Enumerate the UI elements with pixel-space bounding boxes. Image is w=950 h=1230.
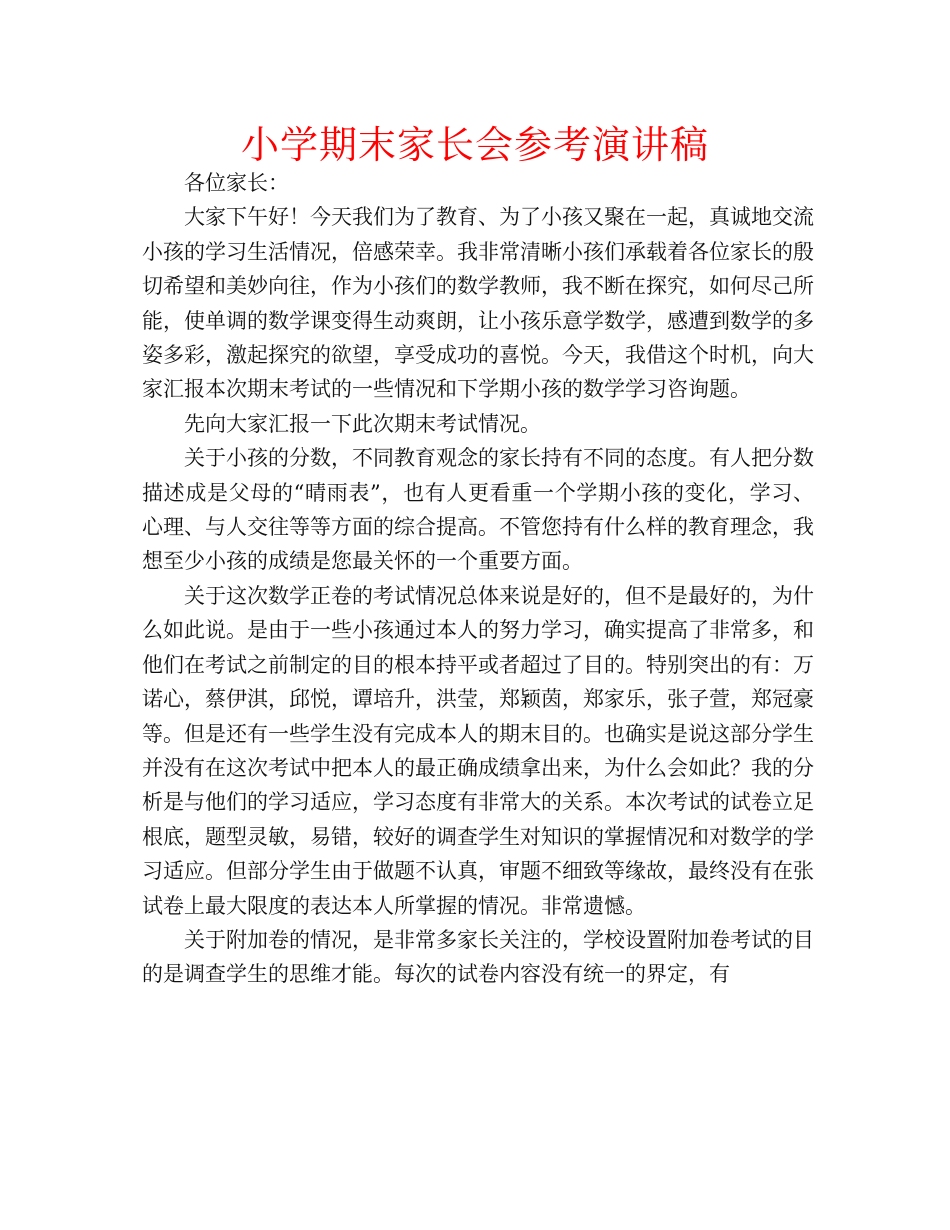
salutation: 各位家长： [184, 171, 289, 195]
paragraph-greeting: 大家下午好！今天我们为了教育、为了小孩又聚在一起，真诚地交流小孩的学习生活情况，倍感荣幸。我非常清晰小孩们承载着各位家长的殷切希望和美妙向往，作为小孩们的数学教师，我不断在探究，如何尽己所能，使单调的数学课变得生动爽朗，让小孩乐意学数学，感遭到数学的多姿多彩，激起探究的欲望，享受成功的喜悦。今天，我借这个时机，向大家汇报本次期末考试的一些情况和下学期小孩的数学学习咨询题。 [142, 205, 814, 402]
paragraph-main-exam: 关于这次数学正卷的考试情况总体来说是好的，但不是最好的，为什么如此说。是由于一些小孩通过本人的努力学习，确实提高了非常多，和他们在考试之前制定的目的根本持平或者超过了目的。特别突出的有：万诺心，蔡伊淇，邱悦，谭培升，洪莹，郑颖茵，郑家乐，张子萱，郑冠豪等。但是还有一些学生没有完成本人的期末目的。也确实是说这部分学生并没有在这次考试中把本人的最正确成绩拿出来，为什么会如此？我的分析是与他们的学习适应，学习态度有非常大的关系。本次考试的试卷立足根底，题型灵敏，易错，较好的调查学生对知识的掌握情况和对数学的学习适应。但部分学生由于做题不认真，审题不细致等缘故，最终没有在张试卷上最大限度的表达本人所掌握的情况。非常遗憾。 [142, 583, 814, 918]
document-title: 小学期末家长会参考演讲稿 [240, 123, 709, 167]
document-body [142, 166, 814, 992]
paragraph-scores: 关于小孩的分数，不同教育观念的家长持有不同的态度。有人把分数描述成是父母的“晴雨表”，也有人更看重一个学期小孩的变化，学习、心理、与人交往等等方面的综合提高。不管您持有什么样的教育理念，我想至少小孩的成绩是您最关怀的一个重要方面。 [142, 446, 814, 574]
paragraph-exam-intro: 先向大家汇报一下此次期末考试情况。 [184, 411, 541, 436]
paragraph-extra-exam: 关于附加卷的情况，是非常多家长关注的，学校设置附加卷考试的目的是调查学生的思维才能。每次的试卷内容没有统一的界定，有 [142, 927, 814, 987]
